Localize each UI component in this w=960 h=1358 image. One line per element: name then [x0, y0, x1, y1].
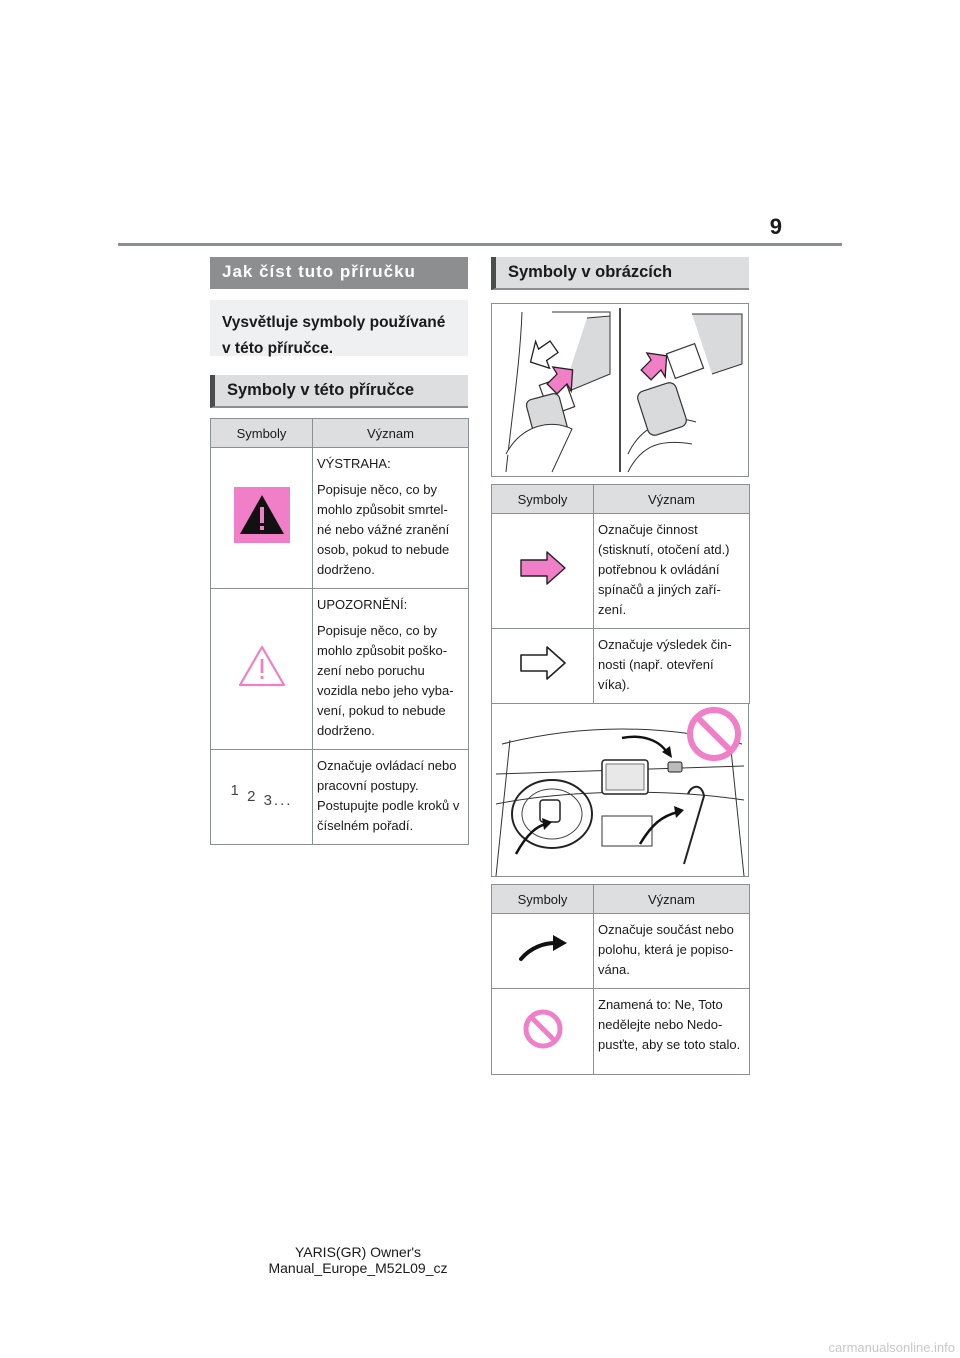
page-number: 9 — [769, 214, 782, 239]
section-title-left: Jak číst tuto příručku — [210, 257, 468, 289]
meaning-text: Popisuje něco, co by mohlo způsobit poško- zení nebo poruchu vozidla nebo jeho vyba- vení, pokud to nebude dodrženo. — [317, 623, 454, 738]
table-row — [211, 750, 469, 845]
symbol-cell — [211, 750, 313, 845]
seatbelt-drawing — [492, 304, 748, 476]
meaning-cell — [594, 914, 750, 989]
col-header-meaning: Význam — [594, 885, 750, 914]
table-row — [211, 448, 469, 589]
prohibition-icon — [521, 1007, 565, 1051]
meaning-text: Popisuje něco, co by mohlo způsobit smrtel- né nebo vážné zranění osob, pokud to nebude dodrženo. — [317, 482, 450, 577]
symbol-cell — [492, 989, 594, 1075]
illustration-symbols-table-1 — [491, 484, 750, 704]
watermark: carmanualsonline.info — [828, 1340, 955, 1355]
meaning-text: Znamená to: Ne, Toto nedělejte nebo Nedo- pusťte, aby se toto stalo. — [598, 997, 741, 1052]
col-header-symbols: Symboly — [492, 885, 594, 914]
table-row — [492, 914, 750, 989]
subsection-title: Symboly v této příručce — [210, 375, 468, 408]
meaning-cell — [313, 448, 469, 589]
footer-text: YARIS(GR) Owner's Manual_Europe_M52L09_cz — [268, 1244, 448, 1276]
col-header-meaning: Význam — [313, 419, 469, 448]
meaning-label: VÝSTRAHA: — [317, 456, 391, 471]
symbol-cell — [492, 914, 594, 989]
table-row — [492, 989, 750, 1075]
seatbelt-illustration — [491, 303, 749, 477]
dashboard-illustration — [491, 703, 749, 877]
warning-triangle-icon — [234, 487, 290, 543]
meaning-text: Označuje součást nebo polohu, která je popiso- vána. — [598, 922, 734, 977]
step-numbers-icon: 1 2 3... — [230, 782, 293, 809]
symbols-table — [210, 418, 469, 845]
meaning-text: Označuje ovládací nebo pracovní postupy. Postupujte podle kroků v číselném pořadí. — [317, 758, 460, 833]
meaning-cell — [594, 514, 750, 629]
meaning-cell — [313, 750, 469, 845]
pink-arrow-icon — [519, 550, 567, 586]
meaning-text: Označuje výsledek čin- nosti (např. otevření víka). — [598, 637, 732, 692]
curved-pointer-arrow-icon — [517, 931, 569, 965]
meaning-cell — [594, 629, 750, 704]
intro-text: Vysvětluje symboly používané v této příručce. — [210, 300, 468, 356]
meaning-label: UPOZORNĚNÍ: — [317, 597, 408, 612]
symbol-cell — [492, 629, 594, 704]
meaning-cell — [313, 589, 469, 750]
table-row — [492, 514, 750, 629]
col-header-symbols: Symboly — [211, 419, 313, 448]
table-row — [211, 589, 469, 750]
meaning-cell — [594, 989, 750, 1075]
symbol-cell — [211, 589, 313, 750]
section-title-right: Symboly v obrázcích — [491, 257, 749, 290]
col-header-meaning: Význam — [594, 485, 750, 514]
col-header-symbols: Symboly — [492, 485, 594, 514]
outline-arrow-icon — [519, 645, 567, 681]
illustration-symbols-table-2 — [491, 884, 750, 1075]
top-rule — [118, 243, 842, 246]
meaning-text: Označuje činnost (stisknutí, otočení atd.) potřebnou k ovládání spínačů a jiných zaří- zení. — [598, 522, 730, 617]
symbol-cell — [211, 448, 313, 589]
caution-triangle-icon — [237, 644, 287, 688]
table-row — [492, 629, 750, 704]
symbol-cell — [492, 514, 594, 629]
dashboard-drawing — [492, 704, 748, 876]
